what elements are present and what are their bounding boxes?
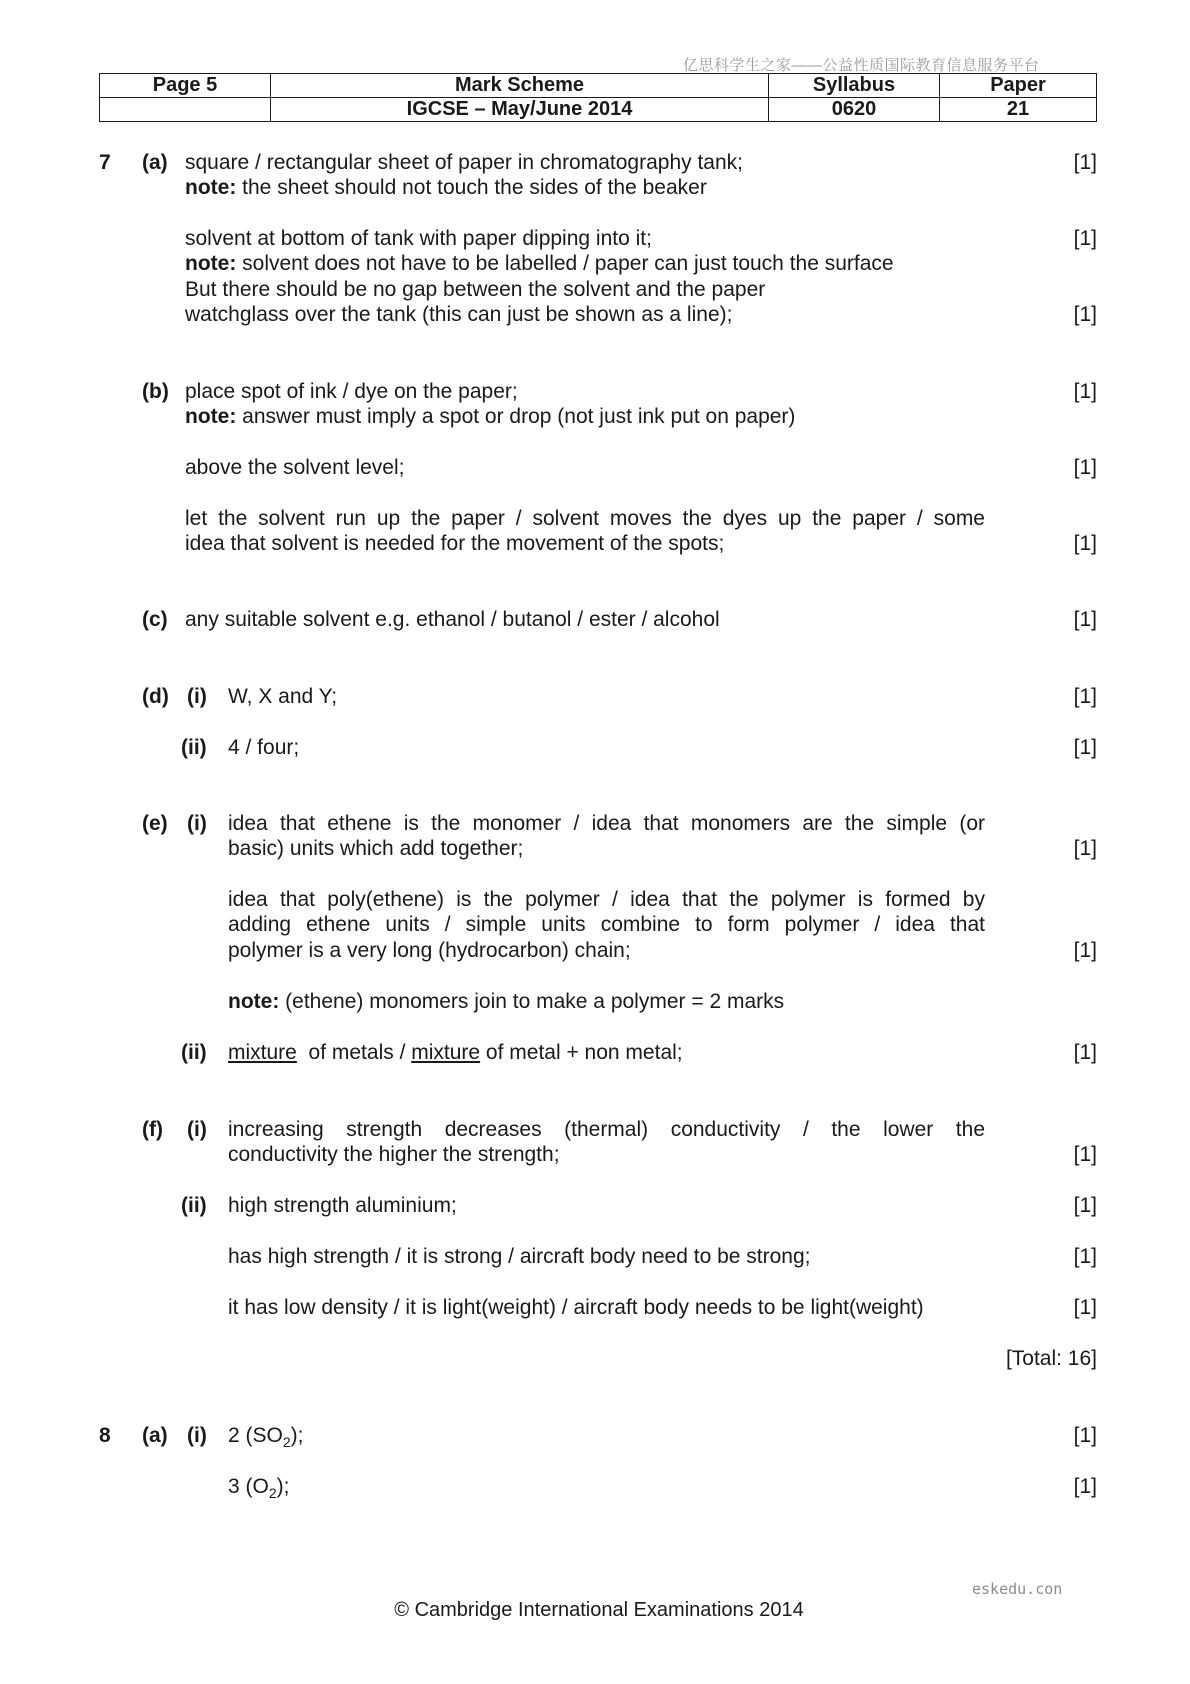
mark: [1] [1073,1475,1097,1498]
mark: [1] [1073,151,1097,174]
note-line [228,990,784,1014]
formula-text: 3 (O [228,1475,269,1498]
answer-line: solvent at bottom of tank with paper dipping into it; [185,227,652,250]
mark: [1] [1073,685,1097,708]
underlined-term: mixture [228,1041,297,1064]
note-text: solvent does not have to be labelled / paper can just touch the surface [236,252,894,275]
part-label-f: (f) [142,1118,163,1141]
part-label-b: (b) [142,380,169,403]
answer-line: high strength aluminium; [228,1194,457,1217]
total-marks: [Total: 16] [1005,1347,1097,1370]
subpart-label: (i) [187,1424,207,1447]
note-line [185,176,707,200]
mark: [1] [1073,1245,1097,1268]
mark: [1] [1073,303,1097,326]
header-syllabus-label: Syllabus [769,74,940,98]
mark: [1] [1073,380,1097,403]
subpart-label: (i) [187,1118,207,1141]
subscript: 2 [282,1434,291,1451]
answer-line [228,1424,303,1450]
mark: [1] [1073,736,1097,759]
answer-line: idea that poly(ethene) is the polymer / idea that the polymer is formed by [228,888,985,911]
note-label: note: [185,252,237,275]
part-label-e: (e) [142,812,168,835]
part-label-c: (c) [142,608,168,631]
header-title: Mark Scheme [271,74,769,98]
answer-line: place spot of ink / dye on the paper; [185,380,518,403]
answer-line: watchglass over the tank (this can just be shown as a line); [185,303,733,326]
mark: [1] [1073,456,1097,479]
note-label: note: [228,990,280,1013]
answer-text: of metals / [296,1041,412,1064]
note-label: note: [185,405,237,428]
watermark-bottom: eskedu.con [972,1580,1063,1598]
answer-line: square / rectangular sheet of paper in chromatography tank; [185,151,743,174]
answer-line: let the solvent run up the paper / solvent moves the dyes up the paper / some [185,507,985,530]
header-page: Page 5 [100,74,271,98]
mark: [1] [1073,1041,1097,1064]
header-paper-label: Paper [940,74,1097,98]
mark: [1] [1073,1424,1097,1447]
part-label-a: (a) [142,151,168,174]
formula-text: ); [276,1475,290,1498]
mark: [1] [1073,939,1097,962]
mark: [1] [1073,1143,1097,1166]
subscript: 2 [268,1485,277,1502]
answer-line [228,1041,683,1065]
answer-line [228,1475,289,1501]
question-number: 7 [99,151,111,174]
mark: [1] [1073,532,1097,555]
mark: [1] [1073,608,1097,631]
header-table [99,73,1097,122]
note-line [185,405,795,429]
subpart-label: (ii) [181,1041,207,1064]
mark: [1] [1073,837,1097,860]
mark: [1] [1073,1296,1097,1319]
note-label: note: [185,176,237,199]
header-exam: IGCSE – May/June 2014 [271,98,769,122]
note-text: (ethene) monomers join to make a polymer = 2 marks [279,990,785,1013]
answer-text: of metal + non metal; [480,1041,683,1064]
answer-line: increasing strength decreases (thermal) conductivity / the lower the [228,1118,985,1141]
watermark-top: 亿思科学生之家——公益性质国际教育信息服务平台 [683,57,1040,74]
header-paper: 21 [940,98,1097,122]
answer-line: idea that ethene is the monomer / idea that monomers are the simple (or [228,812,985,835]
formula-text: 2 (SO [228,1424,283,1447]
underlined-term: mixture [411,1041,481,1064]
subpart-label: (i) [187,685,207,708]
answer-line: adding ethene units / simple units combine to form polymer / idea that [228,913,985,936]
question-number: 8 [99,1424,111,1447]
answer-line: 4 / four; [228,736,300,759]
header-syllabus: 0620 [769,98,940,122]
mark: [1] [1073,227,1097,250]
answer-line: polymer is a very long (hydrocarbon) chain; [228,939,631,962]
formula-text: ); [290,1424,304,1447]
subpart-label: (ii) [181,736,207,759]
answer-line: idea that solvent is needed for the movement of the spots; [185,532,725,555]
subpart-label: (i) [187,812,207,835]
note-text: answer must imply a spot or drop (not just ink put on paper) [236,405,796,428]
note-text: the sheet should not touch the sides of the beaker [236,176,707,199]
mark: [1] [1073,1194,1097,1217]
footer-copyright: © Cambridge International Examinations 2014 [394,1599,804,1621]
answer-line: But there should be no gap between the solvent and the paper [185,278,766,301]
answer-line: basic) units which add together; [228,837,524,860]
header-empty-cell [100,98,271,122]
answer-line: it has low density / it is light(weight) / aircraft body needs to be light(weight) [228,1296,924,1319]
part-label-a: (a) [142,1424,168,1447]
part-label-d: (d) [142,685,169,708]
answer-line: above the solvent level; [185,456,405,479]
note-line [185,252,894,276]
subpart-label: (ii) [181,1194,207,1217]
answer-line: has high strength / it is strong / aircraft body need to be strong; [228,1245,811,1268]
answer-line: W, X and Y; [228,685,338,708]
answer-line: any suitable solvent e.g. ethanol / butanol / ester / alcohol [185,608,720,631]
answer-line: conductivity the higher the strength; [228,1143,560,1166]
